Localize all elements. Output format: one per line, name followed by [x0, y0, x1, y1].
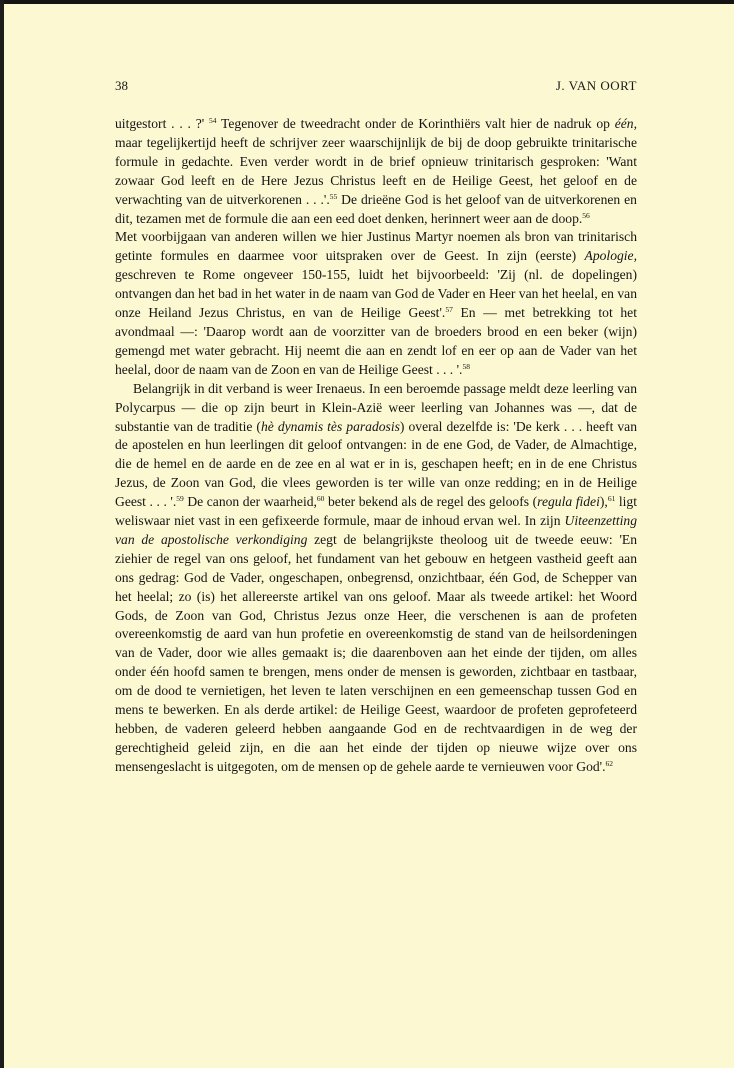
footnote-marker: 55	[329, 191, 338, 201]
text-run: Tegenover de tweedracht onder de Korinthiërs valt hier de nadruk op	[216, 116, 615, 131]
footnote-marker: 59	[176, 494, 184, 504]
footnote-marker: 56	[582, 210, 590, 220]
italic-text: Apologie,	[584, 248, 637, 264]
footnote-marker: 57	[445, 305, 453, 315]
footnote-marker: 58	[462, 361, 470, 371]
text-run: maar tegelijkertijd heeft de schrijver zeer waarschijnlijk de bij de doop gebruikte trinitarische formule in gedachte. Even verder wordt in de brief opnieuw trinitarisch gesproken: 'Want zowaar God leeft en de Here Jezus Christus leeft en de Heilige Geest, het geloof en de verwachting van de uitverkorenen . . .'.	[115, 134, 637, 207]
page-number: 38	[115, 78, 128, 93]
text-run: ),	[599, 494, 608, 510]
text-run: ) overal dezelfde is: 'De kerk . . . heeft van de apostelen en hun leerlingen dit geloof ontvangen: in de ene God, de Vader, de Almachtige, die de hemel en de aarde en de zee en al wat er in is, geschapen heeft; en in de ene Christus Jezus, de Zoon van God, die vlees geworden is ter wille van onze redding; en in de Heilige Geest . . . '.	[115, 418, 637, 510]
text-run: Belangrijk in dit verband is weer Irenaeus. In een beroemde passage meldt deze leerling van Polycarpus — die op zijn beurt in Klein-Azië weer leerling van Johannes was —, dat de substantie van de traditie (	[115, 380, 637, 434]
text-run: ligt weliswaar niet vast in een gefixeerde formule, maar de inhoud ervan wel. In zijn	[115, 494, 638, 529]
text-run: Met voorbijgaan van anderen willen we hier Justinus Martyr noemen als bron van trinitarisch getinte formules en daarmee voor uitspraken over de Geest. In zijn (eerste)	[115, 229, 637, 264]
running-header	[115, 78, 637, 96]
text-run: De drieëne God is het geloof van de uitverkorenen en dit, tezamen met de formule die aan een eed doet denken, herinnert weer aan de doop.	[115, 191, 637, 226]
running-author: J. VAN OORT	[555, 78, 637, 93]
footnote-marker: 61	[607, 494, 616, 504]
italic-text: Uiteenzetting van de apostolische verkondiging	[115, 513, 637, 547]
text-run: De canon der waarheid,	[183, 494, 317, 510]
text-run: zegt de belangrijkste theoloog uit de tweede eeuw: 'En ziehier de regel van ons geloof, het fundament van het gebouw en hetgeen vastheid geeft aan ons gedrag: God de Vader, ongeschapen, onbegrensd, onzichtbaar, één God, de Schepper van het heelal; zo (is) het allereerste artikel van ons geloof. Maar als tweede artikel: het Woord Gods, de Zoon van God, Christus Jezus onze Heer, die verschenen is aan de profeten overeenkomstig de aard van hun profetie en overeenkomstig de stand van de heilsordeningen van de Vader, door wie alles gemaakt is; die daarenboven aan het einde der tijden, om alles onder één hoofd samen te brengen, mens onder de mensen is geworden, zichtbaar en tastbaar, om de dood te vernietigen, het leven te laten verschijnen en een gemeenschap tussen God en mens te bewerken. En als derde artikel: de Heilige Geest, waardoor de profeten geprofeteerd hebben, de vaderen geleerd hebben aangaande God en de rechtvaardigen in de weg der gerechtigheid geleid zijn, en die aan het einde der tijden op nieuwe wijze over ons mensengeslacht is uitgegoten, om de mensen op de gehele aarde te vernieuwen voor God'.	[115, 531, 637, 774]
italic-text: hè dynamis tès paradosis	[260, 418, 400, 434]
footnote-marker: 62	[605, 758, 614, 768]
footnote-marker: 54	[208, 116, 217, 125]
italic-text: één,	[614, 116, 637, 131]
text-run: geschreven te Rome ongeveer 150-155, luidt het bijvoorbeeld: 'Zij (nl. de dopelingen) ontvangen dan het bad in het water in de naam van God de Vader en Heer van het heelal, en van onze Heiland Jezus Christus, en van de Heilige Geest'.	[115, 267, 637, 321]
text-run: beter bekend als de regel des geloofs (	[324, 494, 538, 510]
paragraph	[115, 380, 637, 777]
text-run: En — met betrekking tot het avondmaal —: 'Daarop wordt aan de voorzitter van de broeders brood en een beker (wijn) gemengd met water gebracht. Hij neemt die aan en zendt lof en eer op aan de Vader van het heelal, door de naam van de Zoon en van de Heilige Geest . . . '.	[115, 305, 637, 377]
footnote-marker: 60	[316, 494, 325, 504]
paragraph	[115, 115, 637, 228]
paragraph	[115, 228, 637, 379]
text-run: uitgestort . . . ?'	[115, 116, 209, 131]
italic-text: regula fidei	[537, 494, 600, 510]
body-text	[115, 115, 637, 777]
